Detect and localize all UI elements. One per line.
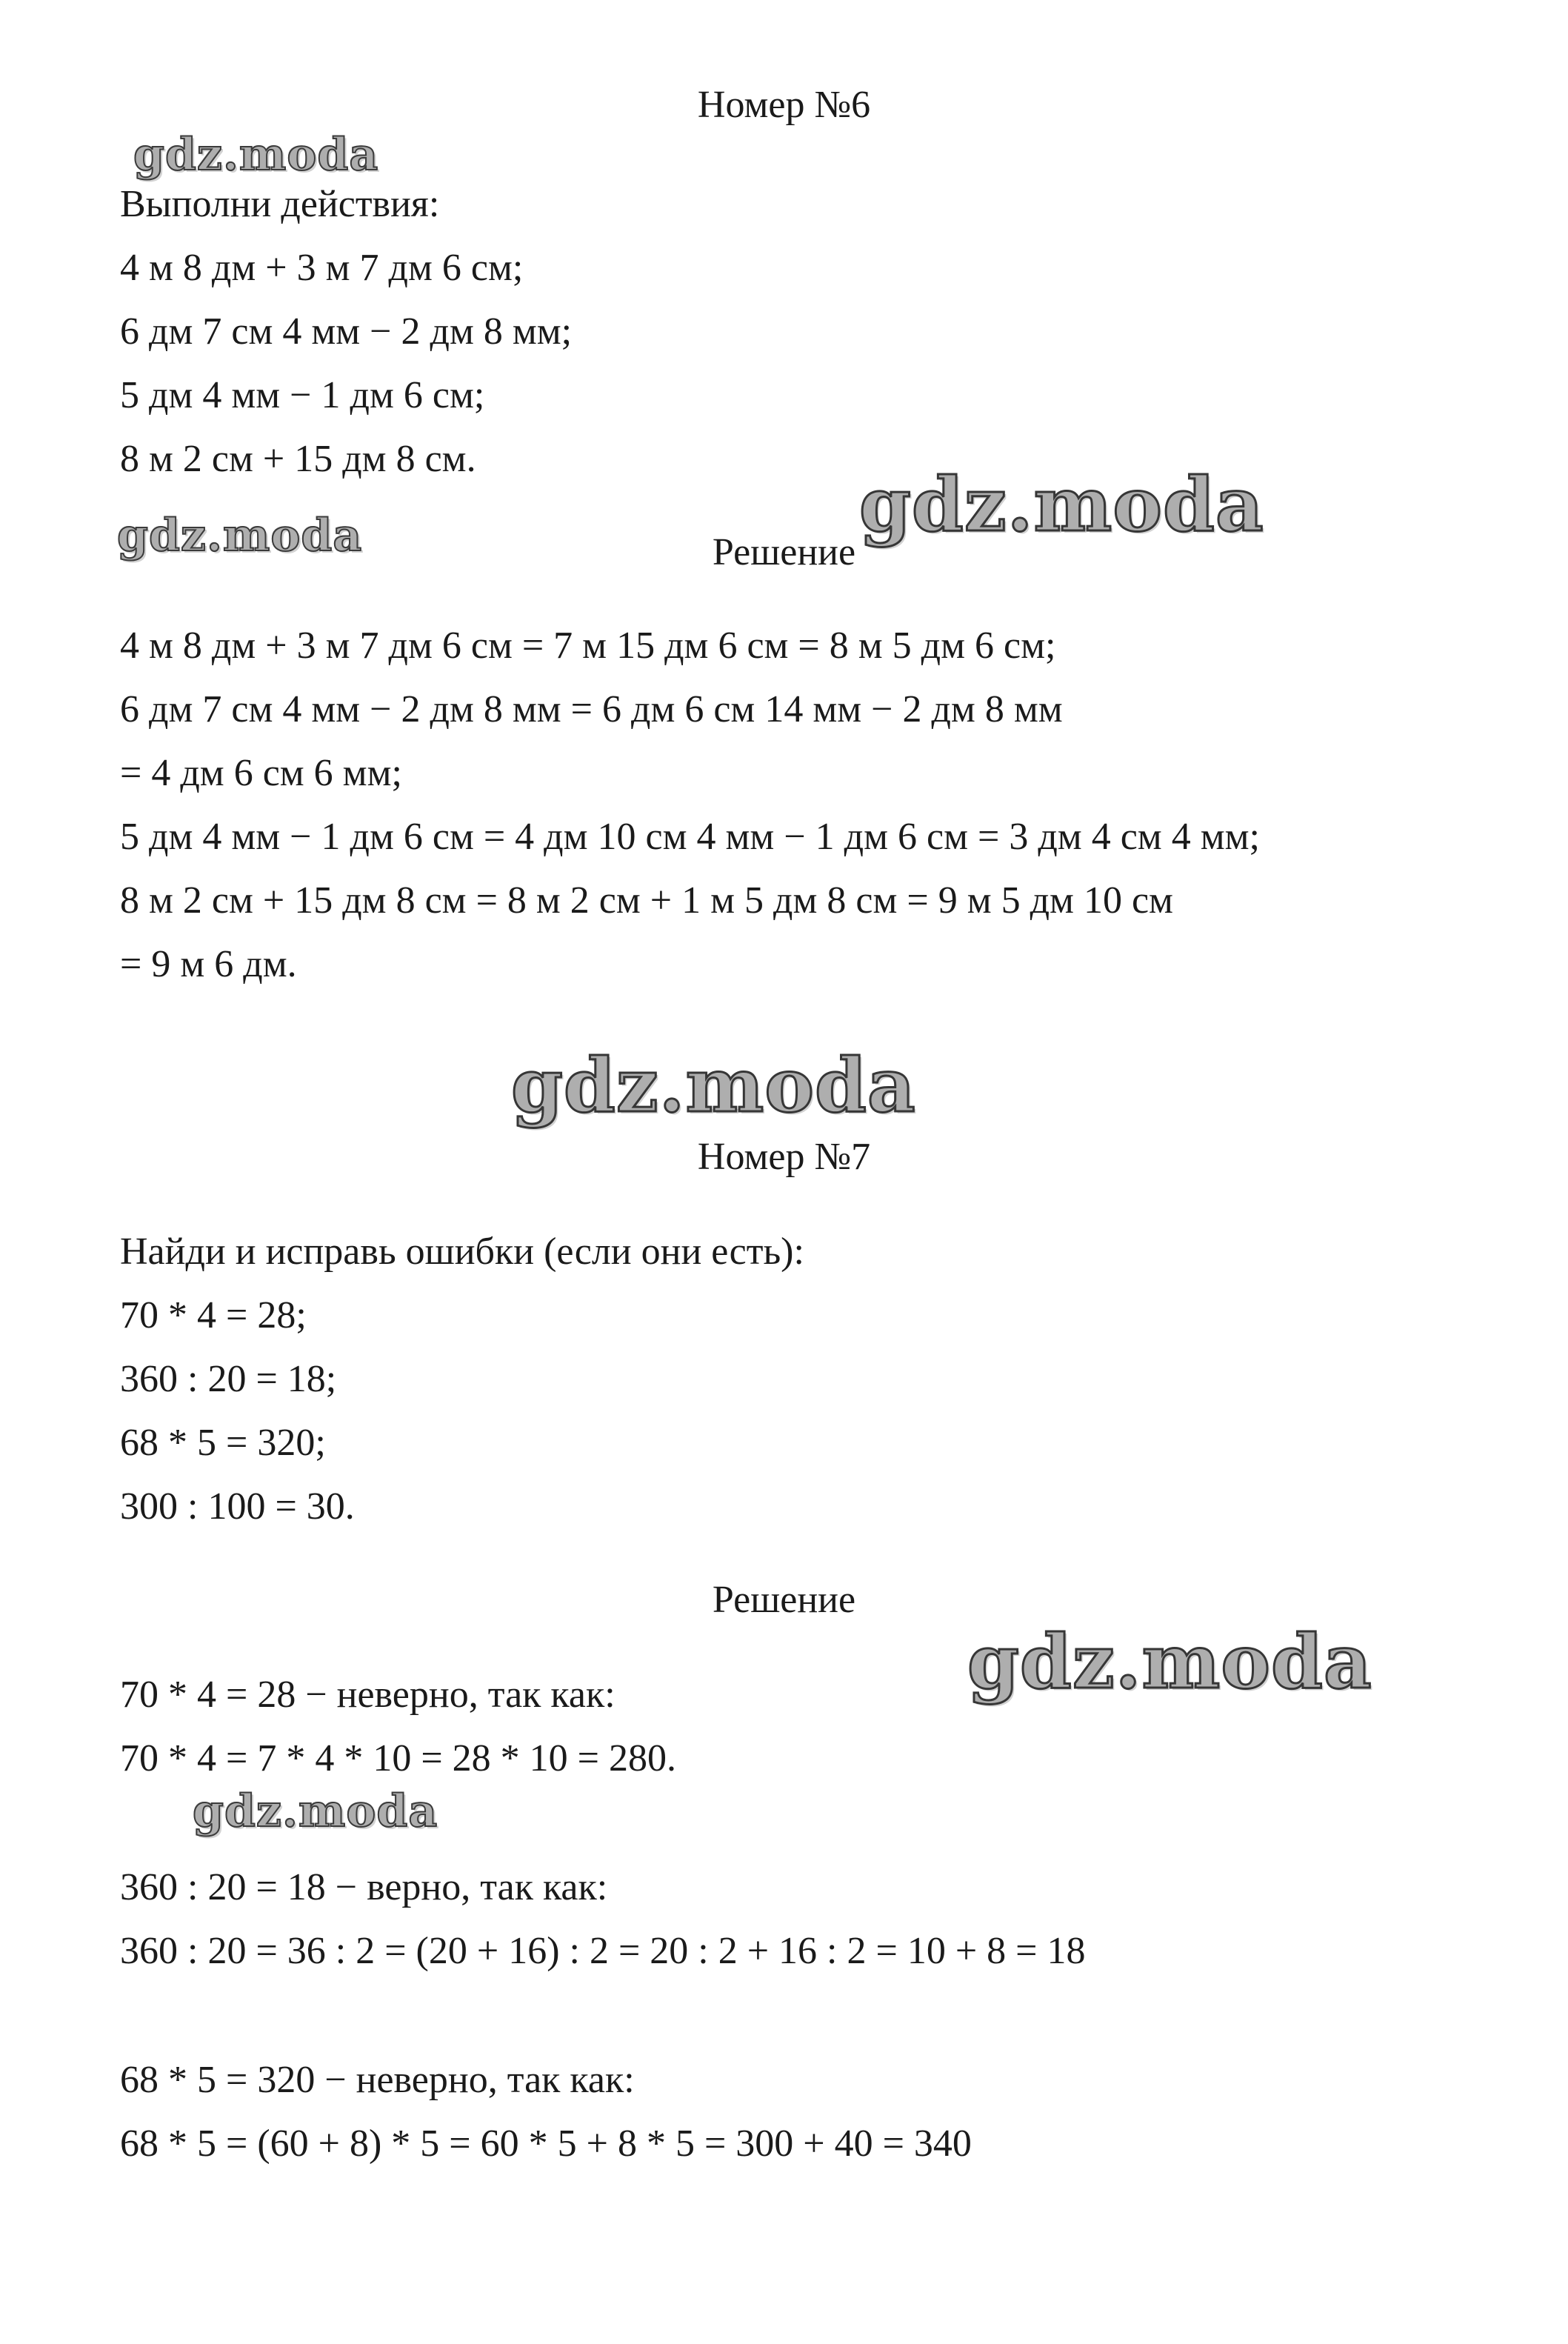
- task7-prompt: Найди и исправь ошибки (если они есть):: [120, 1231, 804, 1273]
- task7-solution-line: 360 : 20 = 18 − верно, так как:: [120, 1866, 608, 1908]
- task6-solution-title: Решение: [712, 531, 856, 573]
- task7-solution-line: 68 * 5 = (60 + 8) * 5 = 60 * 5 + 8 * 5 = 300 + 40 = 340: [120, 2122, 972, 2165]
- watermark-logo: gdz.moda: [193, 1785, 438, 1837]
- watermark-logo: gdz.moda: [133, 129, 379, 181]
- task7-item: 360 : 20 = 18;: [120, 1358, 337, 1400]
- task6-solution-line: 4 м 8 дм + 3 м 7 дм 6 см = 7 м 15 дм 6 см = 8 м 5 дм 6 см;: [120, 625, 1056, 667]
- watermark-logo: gdz.moda: [117, 510, 363, 562]
- task6-item: 6 дм 7 см 4 мм − 2 дм 8 мм;: [120, 310, 573, 353]
- task6-item: 8 м 2 см + 15 дм 8 см.: [120, 438, 476, 480]
- watermark-logo: gdz.moda: [511, 1042, 916, 1129]
- task7-title: Номер №7: [697, 1136, 871, 1178]
- task6-solution-line: = 9 м 6 дм.: [120, 943, 297, 985]
- task7-solution-line: 68 * 5 = 320 − неверно, так как:: [120, 2059, 635, 2101]
- task6-title: Номер №6: [697, 84, 871, 126]
- task6-item: 5 дм 4 мм − 1 дм 6 см;: [120, 374, 485, 416]
- watermark-logo: gdz.moda: [967, 1618, 1372, 1705]
- watermark-logo: gdz.moda: [859, 461, 1264, 548]
- task6-prompt: Выполни действия:: [120, 183, 440, 225]
- task7-item: 70 * 4 = 28;: [120, 1294, 307, 1336]
- task6-item: 4 м 8 дм + 3 м 7 дм 6 см;: [120, 247, 524, 289]
- task6-solution-line: 6 дм 7 см 4 мм − 2 дм 8 мм = 6 дм 6 см 14 мм − 2 дм 8 мм: [120, 688, 1063, 730]
- task6-solution-line: 8 м 2 см + 15 дм 8 см = 8 м 2 см + 1 м 5 дм 8 см = 9 м 5 дм 10 см: [120, 879, 1173, 922]
- task7-solution-line: 360 : 20 = 36 : 2 = (20 + 16) : 2 = 20 : 2 + 16 : 2 = 10 + 8 = 18: [120, 1930, 1086, 1972]
- task7-solution-line: 70 * 4 = 28 − неверно, так как:: [120, 1674, 615, 1716]
- task7-item: 68 * 5 = 320;: [120, 1422, 326, 1464]
- task6-solution-line: 5 дм 4 мм − 1 дм 6 см = 4 дм 10 см 4 мм − 1 дм 6 см = 3 дм 4 см 4 мм;: [120, 816, 1260, 858]
- task7-item: 300 : 100 = 30.: [120, 1485, 355, 1528]
- task7-solution-title: Решение: [712, 1579, 856, 1621]
- task6-solution-line: = 4 дм 6 см 6 мм;: [120, 752, 402, 794]
- task7-solution-line: 70 * 4 = 7 * 4 * 10 = 28 * 10 = 280.: [120, 1737, 676, 1779]
